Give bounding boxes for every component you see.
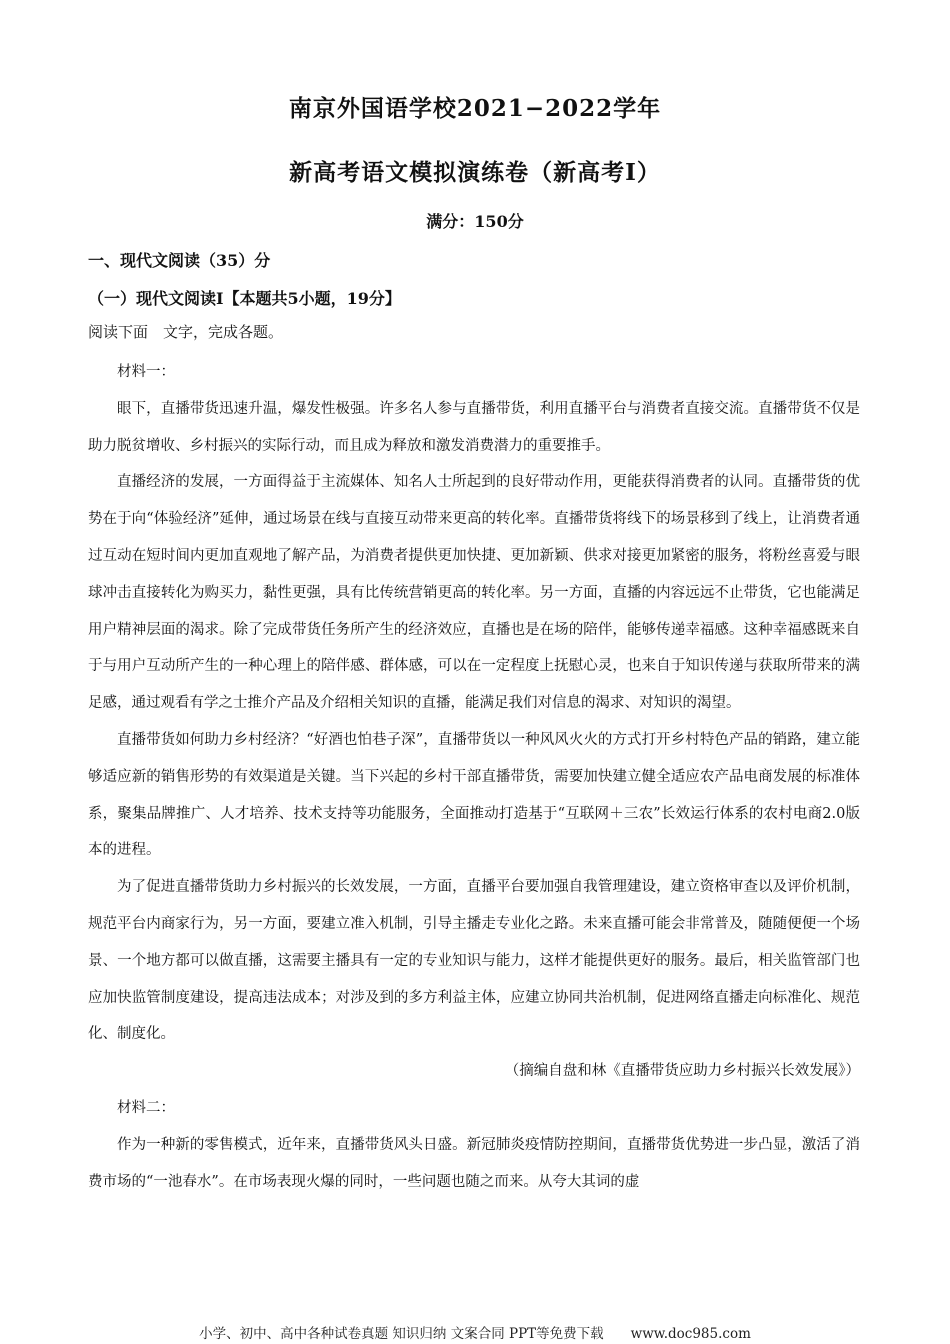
material2-label: 材料二： (117, 1099, 175, 1116)
material1-paragraph: 为了促进直播带货助力乡村振兴的长效发展，一方面，直播平台要加强自我管理建设，建立资格审查以及评价机制，规范平台内商家行为，另一方面，要建立准入机制，引导主播走专业化之路。未来直播可能会非常普及，随随便便一个场景、一个地方都可以做直播，这需要主播具有一定的专业知识与能力，这样才能提供更好的服务。最后，相关监管部门也应加快监管制度建设，提高违法成本；对涉及到的多方利益主体，应建立协同共治机制，促进网络直播走向标准化、规范化、制度化。 (88, 879, 860, 1043)
material2-paragraph: 作为一种新的零售模式，近年来，直播带货风头日盛。新冠肺炎疫情防控期间，直播带货优势进一步凸显，激活了消费市场的“一池春水”。在市场表现火爆的同时，一些问题也随之而来。从夸大其词的虚 (88, 1136, 860, 1190)
section-title: 一、现代文阅读（35）分 (88, 251, 271, 270)
material1-paragraph: 直播带货如何助力乡村经济？“好酒也怕巷子深”，直播带货以一种风风火火的方式打开乡村特色产品的销路，建立能够适应新的销售形势的有效渠道是关键。当下兴起的乡村干部直播带货，需要加快建立健全适应农产品电商发展的标准体系，聚集品牌推广、人才培养、技术支持等功能服务，全面推动打造基于“互联网＋三农”长效运行体系的农村电商2.0版本的进程。 (88, 731, 860, 859)
material1-paragraph: 直播经济的发展，一方面得益于主流媒体、知名人士所起到的良好带动作用，更能获得消费者的认同。直播带货的优势在于向“体验经济”延伸，通过场景在线与直接互动带来更高的转化率。直播带货将线下的场景移到了线上，让消费者通过互动在短时间内更加直观地了解产品，为消费者提供更加快捷、更加新颖、供求对接更加紧密的服务，将粉丝喜爱与眼球冲击直接转化为购买力，黏性更强，具有比传统营销更高的转化率。另一方面，直播的内容远远不止带货，它也能满足用户精神层面的渴求。除了完成带货任务所产生的经济效应，直播也是在场的陪伴，能够传递幸福感。这种幸福感既来自于与用户互动所产生的一种心理上的陪伴感、群体感，可以在一定程度上抚慰心灵，也来自于知识传递与获取所带来的满足感，通过观看有学之士推介产品及介绍相关知识的直播，能满足我们对信息的渴求、对知识的渴望。 (88, 474, 860, 712)
full-score: 满分：150分 (426, 212, 524, 231)
material1-source: （摘编自盘和林《直播带货应助力乡村振兴长效发展》） (504, 1063, 860, 1080)
footer-watermark: 小学、初中、高中各种试卷真题 知识归纳 文案合同 PPT等免费下载 www.doc985.com (199, 1326, 751, 1342)
article-body (88, 354, 860, 1200)
material1-paragraph: 眼下，直播带货迅速升温，爆发性极强。许多名人参与直播带货，利用直播平台与消费者直接交流。直播带货不仅是助力脱贫增收、乡村振兴的实际行动，而且成为释放和激发消费潜力的重要推手。 (88, 400, 860, 454)
section-subtitle: （一）现代文阅读Ⅰ【本题共5小题，19分】 (88, 289, 401, 308)
exam-title: 南京外国语学校2021−2022学年 (288, 95, 662, 122)
instruction-text: 阅读下面 文字，完成各题。 (88, 323, 284, 341)
material1-label: 材料一： (117, 364, 175, 380)
exam-subtitle: 新高考语文模拟演练卷（新高考Ⅰ） (289, 159, 661, 186)
